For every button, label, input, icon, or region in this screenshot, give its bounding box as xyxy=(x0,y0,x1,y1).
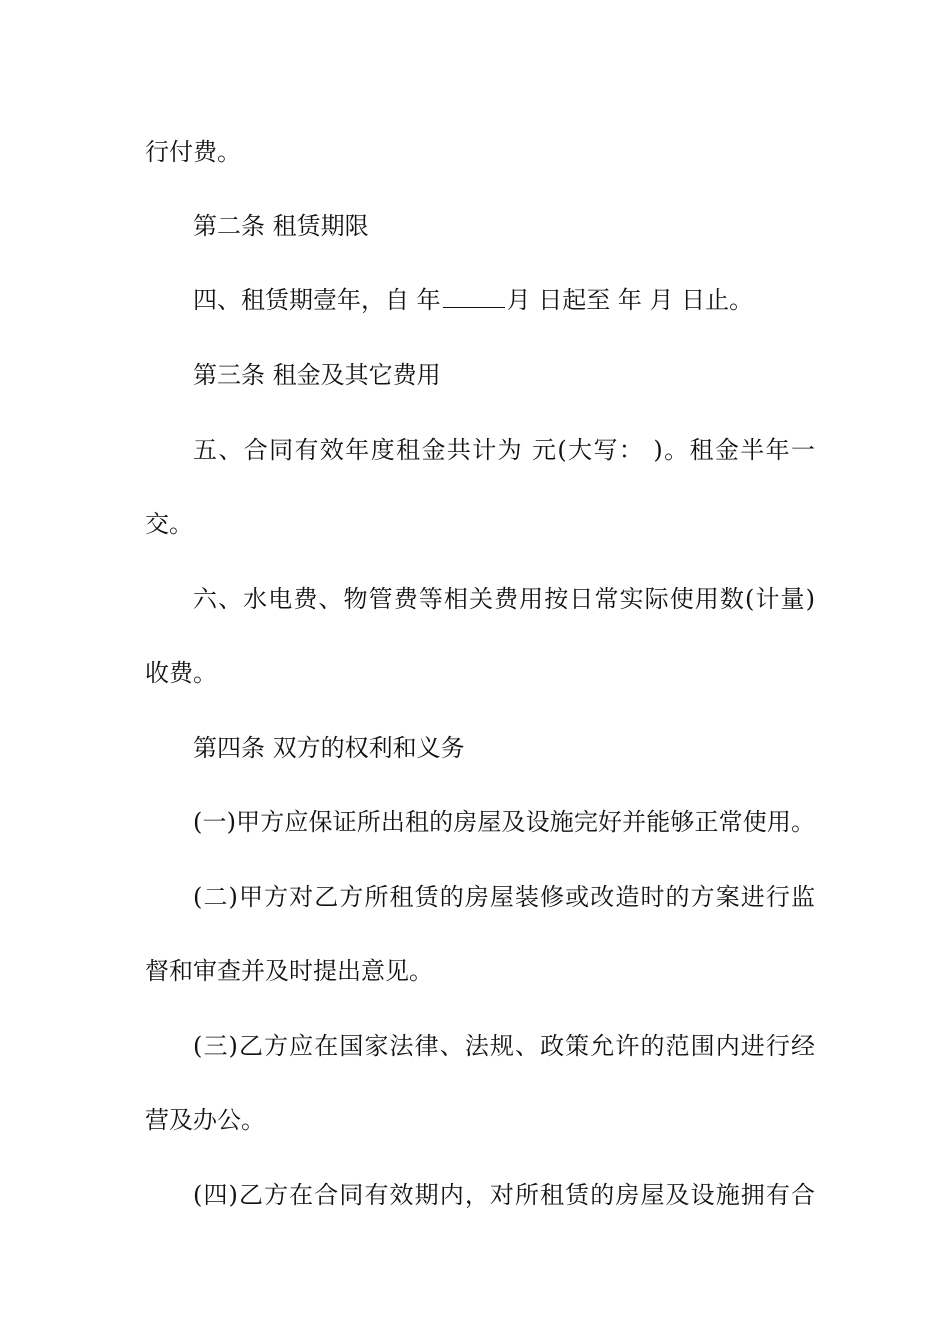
lease-term-end: 月 日起至 年 月 日止。 xyxy=(506,286,754,314)
paragraph-line: (二)甲方对乙方所租赁的房屋装修或改造时的方案进行监 xyxy=(193,883,815,911)
paragraph-line: 督和审查并及时提出意见。 xyxy=(145,957,433,985)
paragraph-line: 六、水电费、物管费等相关费用按日常实际使用数(计量) xyxy=(193,585,815,613)
paragraph-line: 交。 xyxy=(145,510,193,538)
paragraph-line: 行付费。 xyxy=(145,138,241,166)
paragraph-line: (三)乙方应在国家法律、法规、政策允许的范围内进行经 xyxy=(193,1032,815,1060)
paragraph-line: 收费。 xyxy=(145,659,217,687)
section-heading: 第三条 租金及其它费用 xyxy=(193,361,441,389)
paragraph-line: (四)乙方在合同有效期内，对所租赁的房屋及设施拥有合 xyxy=(193,1181,815,1209)
paragraph-line xyxy=(193,285,815,315)
paragraph-line: (一)甲方应保证所出租的房屋及设施完好并能够正常使用。 xyxy=(193,808,815,836)
fill-in-blank xyxy=(443,285,505,308)
section-heading: 第四条 双方的权利和义务 xyxy=(193,734,465,762)
paragraph-line: 五、合同有效年度租金共计为 元(大写： )。租金半年一 xyxy=(193,436,815,464)
section-heading: 第二条 租赁期限 xyxy=(193,212,369,240)
lease-term-start: 四、租赁期壹年，自 年 xyxy=(193,286,441,314)
paragraph-line: 营及办公。 xyxy=(145,1106,265,1134)
